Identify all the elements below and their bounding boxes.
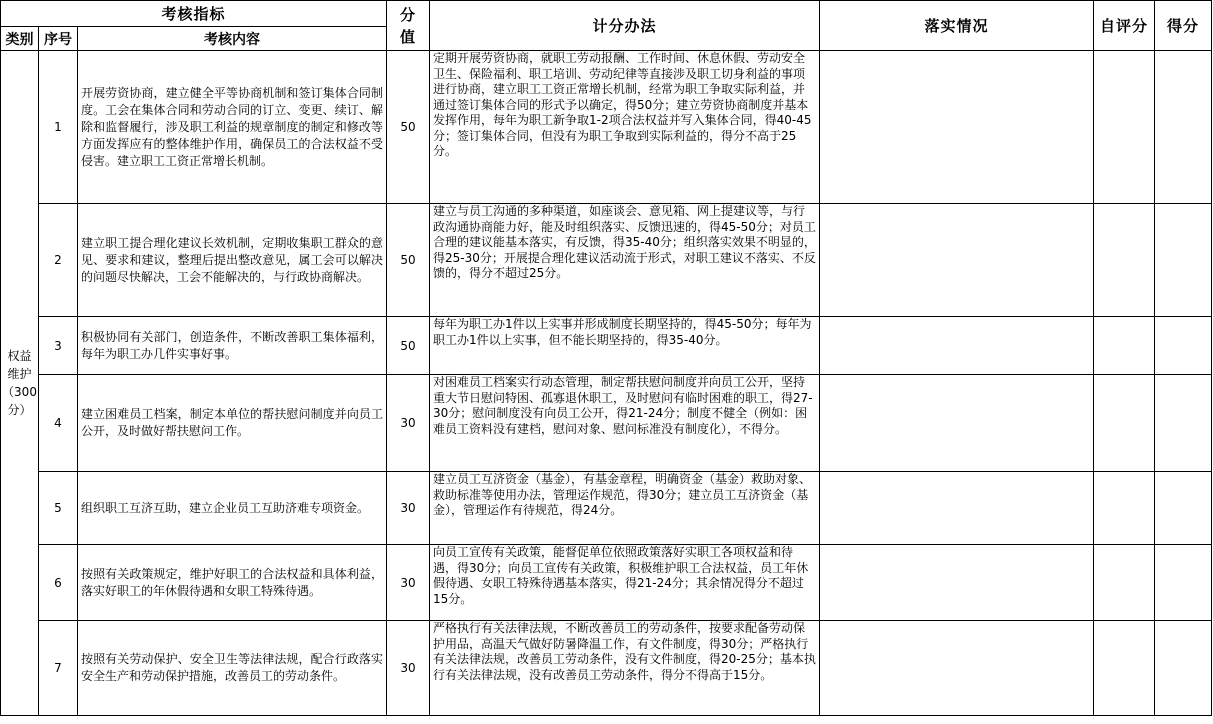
seq-cell: 5 (39, 472, 78, 545)
final-score-cell[interactable] (1155, 51, 1212, 204)
value-cell: 30 (387, 472, 430, 545)
self-score-cell[interactable] (1094, 317, 1155, 375)
seq-cell: 6 (39, 545, 78, 621)
method-cell: 对困难员工档案实行动态管理，制定帮扶慰问制度并向员工公开，坚持重大节日慰问特困、孤寡退休职工，及时慰问有临时困难的职工，得27-30分；慰问制度没有向员工公开，得21-24分；制度不健全（例如：困难员工资料没有建档，慰问对象、慰问标准没有制度化），不得分。 (430, 375, 820, 472)
implementation-cell[interactable] (820, 317, 1094, 375)
value-cell: 50 (387, 51, 430, 204)
value-cell: 30 (387, 375, 430, 472)
self-score-cell[interactable] (1094, 621, 1155, 716)
method-cell: 定期开展劳资协商，就职工劳动报酬、工作时间、休息休假、劳动安全卫生、保险福利、职工培训、劳动纪律等直接涉及职工切身利益的事项进行协商，建立职工工资正常增长机制，经常为职工争取实际利益，并通过签订集体合同的形式予以确定，得50分；建立劳资协商制度并基本发挥作用，每年为职工新争取1-2项合法权益并写入集体合同，得40-45分；签订集体合同，但没有为职工争取到实际利益的，得分不高于25分。 (430, 51, 820, 204)
method-cell: 建立与员工沟通的多种渠道，如座谈会、意见箱、网上提建议等，与行政沟通协商能力好，能及时组织落实、反馈迅速的，得45-50分；对员工合理的建议能基本落实，有反馈，得35-40分；组织落实效果不明显的，得25-30分；开展提合理化建议活动流于形式，对职工建议不落实、不反馈的，得分不超过25分。 (430, 204, 820, 317)
seq-cell: 4 (39, 375, 78, 472)
value-cell: 50 (387, 204, 430, 317)
seq-cell: 2 (39, 204, 78, 317)
header-indicators: 考核指标 (1, 1, 387, 27)
implementation-cell[interactable] (820, 204, 1094, 317)
content-cell: 按照有关政策规定，维护好职工的合法权益和具体利益，落实好职工的年休假待遇和女职工特殊待遇。 (78, 545, 387, 621)
header-self-score: 自评分 (1094, 1, 1155, 51)
table-row (1, 621, 1212, 716)
method-cell: 每年为职工办1件以上实事并形成制度长期坚持的，得45-50分；每年为职工办1件以上实事，但不能长期坚持的，得35-40分。 (430, 317, 820, 375)
content-cell: 组织职工互济互助，建立企业员工互助济难专项资金。 (78, 472, 387, 545)
method-cell: 严格执行有关法律法规，不断改善员工的劳动条件，按要求配备劳动保护用品，高温天气做好防暑降温工作，有文件制度，得30分；严格执行有关法律法规，改善员工劳动条件，没有文件制度，得20-25分；基本执行有关法律法规，没有改善员工劳动条件，得分不得高于15分。 (430, 621, 820, 716)
header-seq: 序号 (39, 27, 78, 51)
header-implementation: 落实情况 (820, 1, 1094, 51)
table-row (1, 472, 1212, 545)
seq-cell: 7 (39, 621, 78, 716)
final-score-cell[interactable] (1155, 375, 1212, 472)
method-cell: 建立员工互济资金（基金），有基金章程，明确资金（基金）救助对象、救助标准等使用办法，管理运作规范，得30分；建立员工互济资金（基金），管理运作有待规范，得24分。 (430, 472, 820, 545)
header-category: 类别 (1, 27, 39, 51)
table-row (1, 204, 1212, 317)
final-score-cell[interactable] (1155, 545, 1212, 621)
seq-cell: 3 (39, 317, 78, 375)
value-cell: 30 (387, 621, 430, 716)
self-score-cell[interactable] (1094, 51, 1155, 204)
header-method: 计分办法 (430, 1, 820, 51)
table-row (1, 317, 1212, 375)
value-cell: 30 (387, 545, 430, 621)
implementation-cell[interactable] (820, 621, 1094, 716)
final-score-cell[interactable] (1155, 621, 1212, 716)
method-cell: 向员工宣传有关政策，能督促单位依照政策落好实职工各项权益和待遇，得30分；向员工宣传有关政策，积极维护职工合法权益，员工年休假待遇、女职工特殊待遇基本落实，得21-24分；其余情况得分不超过15分。 (430, 545, 820, 621)
table-row (1, 545, 1212, 621)
final-score-cell[interactable] (1155, 317, 1212, 375)
content-cell: 开展劳资协商，建立健全平等协商机制和签订集体合同制度。工会在集体合同和劳动合同的订立、变更、续订、解除和监督履行，涉及职工利益的规章制度的制定和修改等方面发挥应有的整体维护作用，确保员工的合法权益不受侵害。建立职工工资正常增长机制。 (78, 51, 387, 204)
content-cell: 建立职工提合理化建议长效机制，定期收集职工群众的意见、要求和建议，整理后提出整改意见，属工会可以解决的问题尽快解决，工会不能解决的，与行政协商解决。 (78, 204, 387, 317)
seq-cell: 1 (39, 51, 78, 204)
implementation-cell[interactable] (820, 51, 1094, 204)
implementation-cell[interactable] (820, 472, 1094, 545)
self-score-cell[interactable] (1094, 472, 1155, 545)
final-score-cell[interactable] (1155, 204, 1212, 317)
final-score-cell[interactable] (1155, 472, 1212, 545)
content-cell: 按照有关劳动保护、安全卫生等法律法规，配合行政落实安全生产和劳动保护措施，改善员工的劳动条件。 (78, 621, 387, 716)
self-score-cell[interactable] (1094, 375, 1155, 472)
self-score-cell[interactable] (1094, 545, 1155, 621)
header-row-1 (1, 1, 1212, 27)
header-score-value: 分 值 (387, 1, 430, 51)
table-row (1, 51, 1212, 204)
content-cell: 建立困难员工档案，制定本单位的帮扶慰问制度并向员工公开，及时做好帮扶慰问工作。 (78, 375, 387, 472)
value-cell: 50 (387, 317, 430, 375)
category-cell: 权益 维护 （300 分） (1, 51, 39, 716)
header-final-score: 得分 (1155, 1, 1212, 51)
header-content: 考核内容 (78, 27, 387, 51)
implementation-cell[interactable] (820, 375, 1094, 472)
content-cell: 积极协同有关部门，创造条件，不断改善职工集体福利，每年为职工办几件实事好事。 (78, 317, 387, 375)
table-row (1, 375, 1212, 472)
implementation-cell[interactable] (820, 545, 1094, 621)
self-score-cell[interactable] (1094, 204, 1155, 317)
